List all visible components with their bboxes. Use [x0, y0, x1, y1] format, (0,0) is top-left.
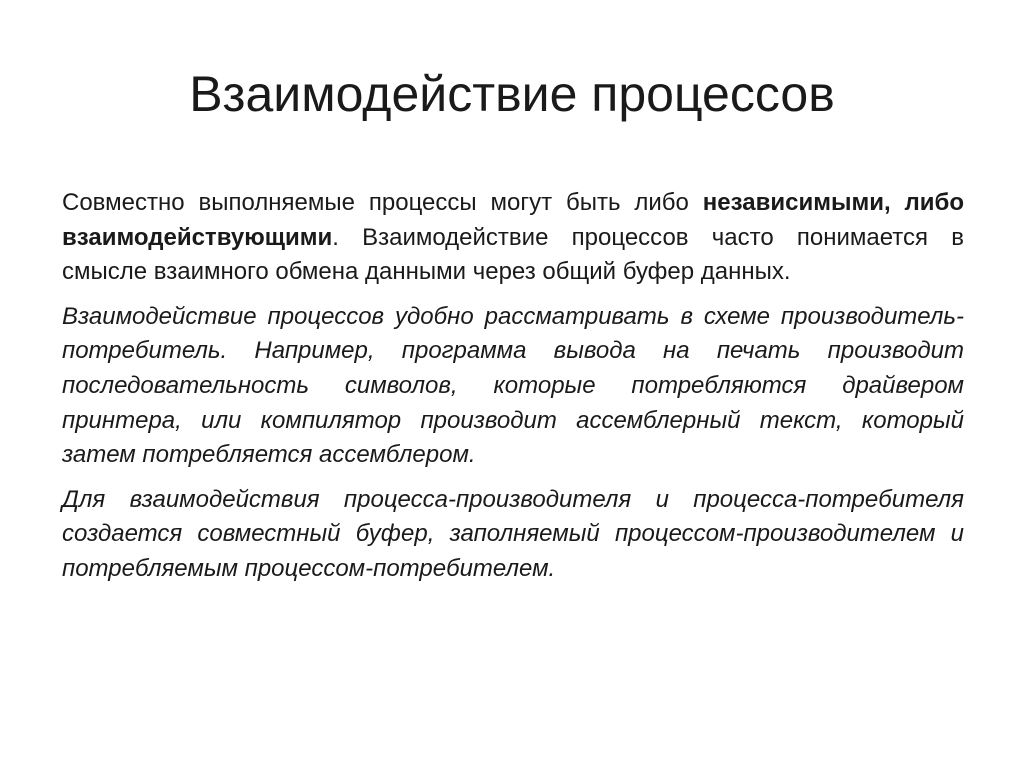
paragraph-intro-start: Совместно выполняемые процессы могут быть либо	[62, 189, 703, 216]
paragraph-intro	[62, 186, 964, 290]
paragraph-shared-buffer: Для взаимодействия процесса-производителя и процесса-потребителя создается совместный буфер, заполняемый процессом-производителем и потребляемым процессом-потребителем.	[62, 485, 964, 582]
paragraph-intro-bold: независимыми, либо взаимодействующими	[62, 189, 964, 251]
paragraph-intro-end: . Взаимодействие процессов часто понимается в смысле взаимного обмена данными через общий буфер данных.	[62, 223, 964, 286]
slide-title: Взаимодействие процессов	[189, 66, 835, 122]
paragraph-producer-consumer: Взаимодействие процессов удобно рассматривать в схеме производитель-потребитель. Например, программа вывода на печать производит последовательность символов, которые потребляются драйвером принтера, или компилятор производит ассемблерный текст, который затем потребляется ассемблером.	[62, 302, 964, 469]
slide-content	[62, 186, 964, 597]
